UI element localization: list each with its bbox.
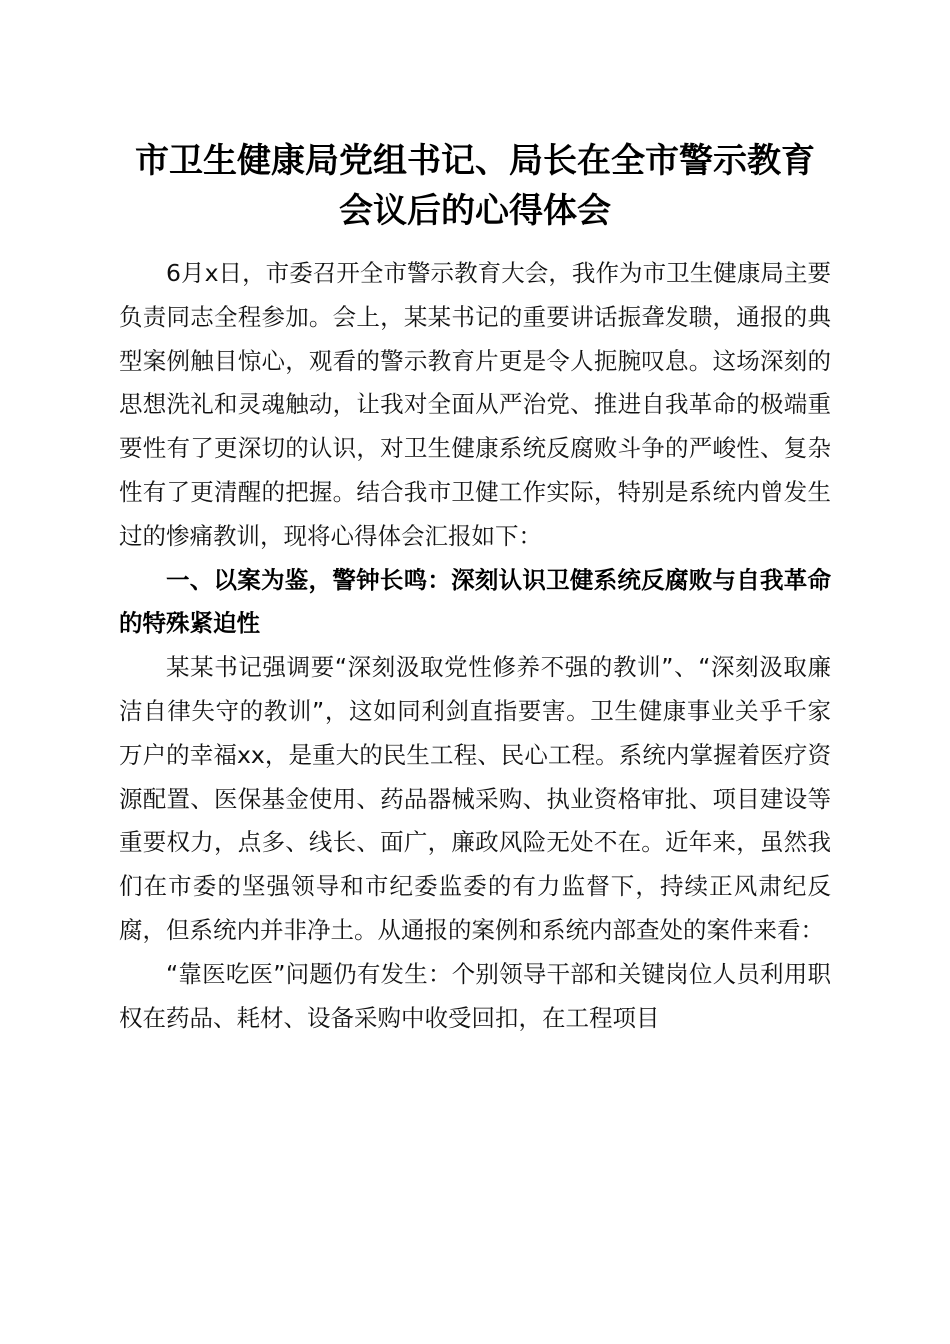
document-body [119, 252, 831, 1040]
document-title [100, 136, 850, 236]
intro-paragraph: 6月x日，市委召开全市警示教育大会，我作为市卫生健康局主要负责同志全程参加。会上，某某书记的重要讲话振聋发聩，通报的典型案例触目惊心，观看的警示教育片更是令人扼腕叹息。这场深刻的思想洗礼和灵魂触动，让我对全面从严治党、推进自我革命的极端重要性有了更深切的认识，对卫生健康系统反腐败斗争的严峻性、复杂性有了更清醒的把握。结合我市卫健工作实际，特别是系统内曾发生过的惨痛教训，现将心得体会汇报如下： [119, 259, 831, 550]
title-line-1: 市卫生健康局党组书记、局长在全市警示教育 [135, 141, 815, 181]
body-paragraph: 某某书记强调要“深刻汲取党性修养不强的教训”、“深刻汲取廉洁自律失守的教训”，这如同利剑直指要害。卫生健康事业关乎千家万户的幸福xx，是重大的民生工程、民心工程。系统内掌握着医疗资源配置、医保基金使用、药品器械采购、执业资格审批、项目建设等重要权力，点多、线长、面广，廉政风险无处不在。近年来，虽然我们在市委的坚强领导和市纪委监委的有力监督下，持续正风肃纪反腐，但系统内并非净土。从通报的案例和系统内部查处的案件来看： [119, 653, 831, 944]
section-heading-1: 一、以案为鉴，警钟长鸣：深刻认识卫健系统反腐败与自我革命的特殊紧迫性 [119, 565, 831, 638]
body-paragraph: “靠医吃医”问题仍有发生：个别领导干部和关键岗位人员利用职权在药品、耗材、设备采购中收受回扣，在工程项目 [119, 959, 831, 1032]
title-line-2: 会议后的心得体会 [339, 191, 611, 231]
